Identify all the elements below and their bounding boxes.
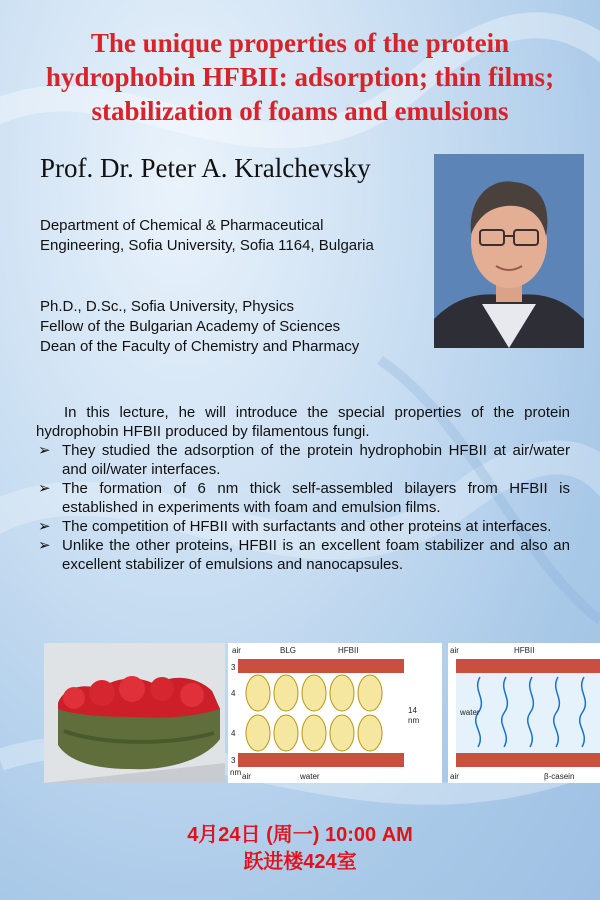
protein-layer-illustration: [44, 643, 225, 783]
title-line-1: The unique properties of the protein: [90, 28, 510, 58]
speaker-photo: [434, 154, 584, 348]
bullet-text: The formation of 6 nm thick self-assembled bilayers from HFBII is established in experiments with foam and emulsion films.: [62, 480, 570, 516]
label-14-nm: nm: [408, 716, 420, 725]
bottom-hfbii-band: [238, 753, 404, 767]
portrait-illustration: [434, 154, 584, 348]
bottom-hfbii-band: [456, 753, 600, 767]
water-label: water: [460, 708, 480, 717]
top-hfbii-band: [456, 659, 600, 673]
lecture-description: [36, 403, 570, 574]
arrow-bullet-icon: ➢: [38, 480, 51, 497]
beta-casein-label: β-casein: [544, 772, 575, 781]
credential-line-2: Fellow of the Bulgarian Academy of Sciences: [40, 318, 341, 335]
water-label: water: [300, 772, 320, 781]
department-line-2: Engineering, Sofia University, Sofia 1164, Bulgaria: [40, 237, 374, 254]
label-4-upper: 4: [231, 689, 236, 698]
label-4-lower: 4: [231, 729, 236, 738]
bullet-text: Unlike the other proteins, HFBII is an excellent foam stabilizer and also an excellent stabilizer of emulsions and nanocapsules.: [62, 537, 570, 573]
hfbii-label: HFBII: [514, 646, 535, 655]
speaker-credentials: [40, 297, 359, 357]
hfbii-label-top: HFBII: [338, 646, 359, 655]
casein-schematic: [448, 643, 600, 783]
bullet-item: [36, 441, 570, 479]
bullet-text: They studied the adsorption of the protein hydrophobin HFBII at air/water and oil/water interfaces.: [62, 442, 570, 478]
event-date-time: 4月24日 (周一) 10:00 AM: [187, 824, 413, 846]
air-label-top: air: [232, 646, 241, 655]
label-3-bottom: 3: [231, 756, 236, 765]
bullet-item: [36, 536, 570, 574]
label-3-top: 3: [231, 663, 236, 672]
top-hfbii-band: [238, 659, 404, 673]
event-venue: 跃进楼424室: [243, 851, 357, 873]
lecture-bullet-list: [36, 441, 570, 574]
bullet-item: [36, 517, 570, 536]
protein-layer-3d-figure: [44, 643, 225, 783]
arrow-bullet-icon: ➢: [38, 518, 51, 535]
title-line-2: hydrophobin HFBII: adsorption; thin films;: [45, 62, 555, 92]
bilayer-schematic: [228, 643, 442, 783]
credential-line-1: Ph.D., D.Sc., Sofia University, Physics: [40, 298, 294, 315]
department-affiliation: [40, 216, 374, 256]
title-line-3: stabilization of foams and emulsions: [91, 96, 509, 126]
air-label-bottom: air: [242, 772, 251, 781]
speaker-name: Prof. Dr. Peter A. Kralchevsky: [40, 153, 371, 183]
bilayer-schematic-figure: [228, 643, 442, 783]
nm-label: nm: [230, 768, 242, 777]
credential-line-3: Dean of the Faculty of Chemistry and Pharmacy: [40, 338, 360, 355]
lecture-intro: In this lecture, he will introduce the special properties of the protein hydrophobin HFBII produced by filamentous fungi.: [36, 404, 570, 440]
poster-title: [20, 26, 580, 128]
arrow-bullet-icon: ➢: [38, 442, 51, 459]
label-14: 14: [408, 706, 417, 715]
bullet-text: The competition of HFBII with surfactants and other proteins at interfaces.: [62, 518, 552, 535]
casein-schematic-figure: [448, 643, 600, 783]
blg-label: BLG: [280, 646, 297, 655]
bullet-item: [36, 479, 570, 517]
department-line-1: Department of Chemical & Pharmaceutical: [40, 217, 324, 234]
air-label-bottom: air: [450, 772, 459, 781]
arrow-bullet-icon: ➢: [38, 537, 51, 554]
air-label-top: air: [450, 646, 459, 655]
